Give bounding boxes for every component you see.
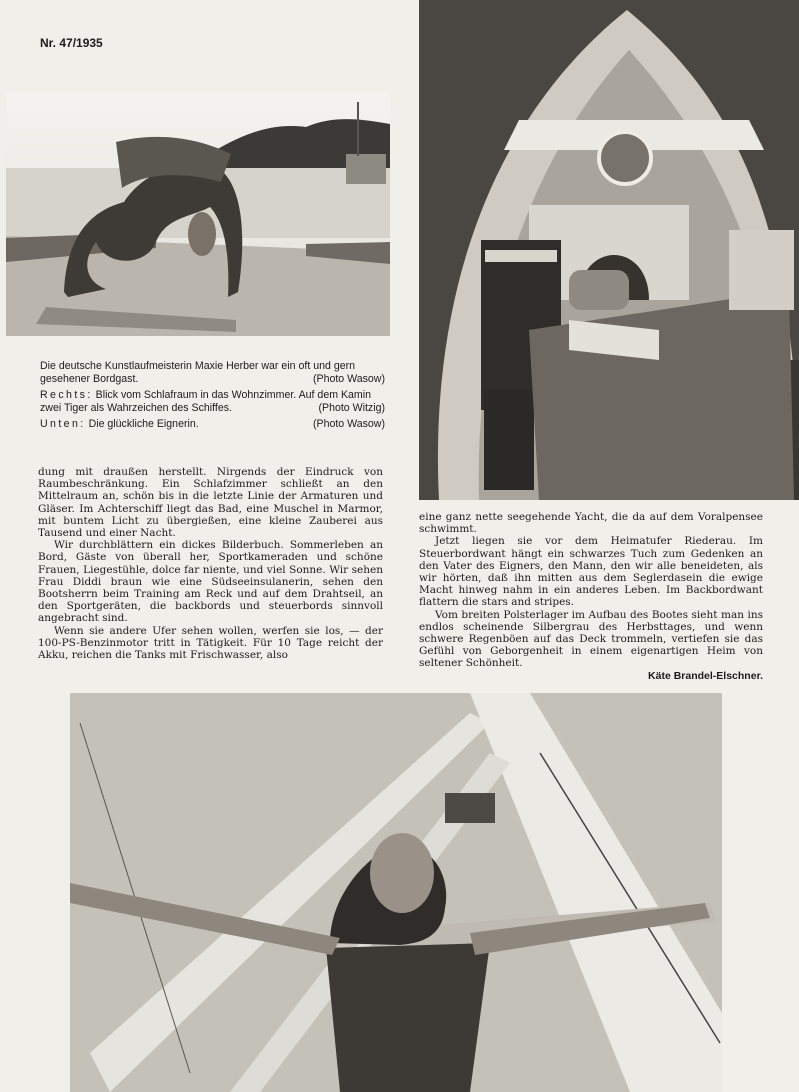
photo-yacht-interior <box>419 0 799 500</box>
paragraph: eine ganz nette seegehende Yacht, die da auf dem Voralpensee schwimmt. <box>419 511 763 536</box>
caption-below-text: Die glückliche Eignerin. <box>85 418 199 430</box>
photo-captions <box>40 360 385 434</box>
author-signature: Käte Brandel-Elschner. <box>648 669 763 682</box>
photo-owner-on-sail <box>70 693 722 1092</box>
paragraph: Jetzt liegen sie vor dem Heimatufer Riederau. Im Steuerbordwant hängt ein schwarzes Tuch zum Gedenken an den Vater des Eigners, den Mann, den wir alle beneideten, als wir hörten, daß ihn mitten aus dem Seglerdasein die ewige Macht hinweg nahm in ein anderes Leben. Im Backbordwant flattern die stars and stripes. <box>419 535 763 609</box>
issue-number: Nr. 47/1935 <box>40 36 103 50</box>
article-column-right <box>419 511 763 682</box>
caption-below-label: Unten: <box>40 418 86 430</box>
caption-right-label: Rechts: <box>40 389 93 401</box>
article-column-left <box>38 466 383 661</box>
caption-below-credit: (Photo Wasow) <box>312 418 385 430</box>
caption-below <box>40 418 385 431</box>
caption-herber-credit: (Photo Wasow) <box>312 373 385 385</box>
paragraph: dung mit draußen herstellt. Nirgends der Eindruck von Raumbeschränkung. Ein Schlafzimmer schließt an den Mittelraum an, schön bis in die letzte Linie der Armaturen und Gläser. Im Achterschiff liegt das Bad, eine Muschel in Marmor, mit buntem Licht zu übergießen, eine kleine Zauberei aus Tausend und einer Nacht. <box>38 466 383 540</box>
paragraph: Wenn sie andere Ufer sehen wollen, werfen sie los, — der 100-PS-Benzinmotor tritt in Tätigkeit. Für 10 Tage reicht der Akku, reichen die Tanks mit Frischwasser, also <box>38 624 383 662</box>
caption-right-credit: (Photo Witzig) <box>318 402 385 414</box>
caption-herber-text: Die deutsche Kunstlaufmeisterin Maxie Herber war ein oft und gern gesehener Bordgast. <box>40 360 356 385</box>
caption-right <box>40 389 385 415</box>
caption-herber <box>40 360 385 386</box>
caption-right-text: Blick vom Schlafraum in das Wohnzimmer. Auf dem Kamin zwei Tiger als Wahrzeichen des Schiffes. <box>40 389 372 414</box>
paragraph: Wir durchblättern ein dickes Bilderbuch. Sommerleben an Bord, Gäste von überall her, Sportkameraden und schöne Frauen, Liegestühle, dolce far niente, und viel Sonne. Wir sehen Frau Diddi braun wie eine Südseeinsulanerin, sehen den Bootsherrn beim Training am Reck und auf dem Drahtseil, an den Sportgeräten, die backbords und steuerbords sinnvoll angebracht sind. <box>38 539 383 625</box>
photo-maxie-herber <box>6 92 390 336</box>
paragraph: Vom breiten Polsterlager im Aufbau des Bootes sieht man ins endlos scheinende Silbergrau des Herbsttages, und wenn schwere Regenböen auf das Deck trommeln, vertiefen sie das Gefühl von Geborgenheit in einem eigenartigen Heim von seltener Schönheit. <box>419 608 763 670</box>
